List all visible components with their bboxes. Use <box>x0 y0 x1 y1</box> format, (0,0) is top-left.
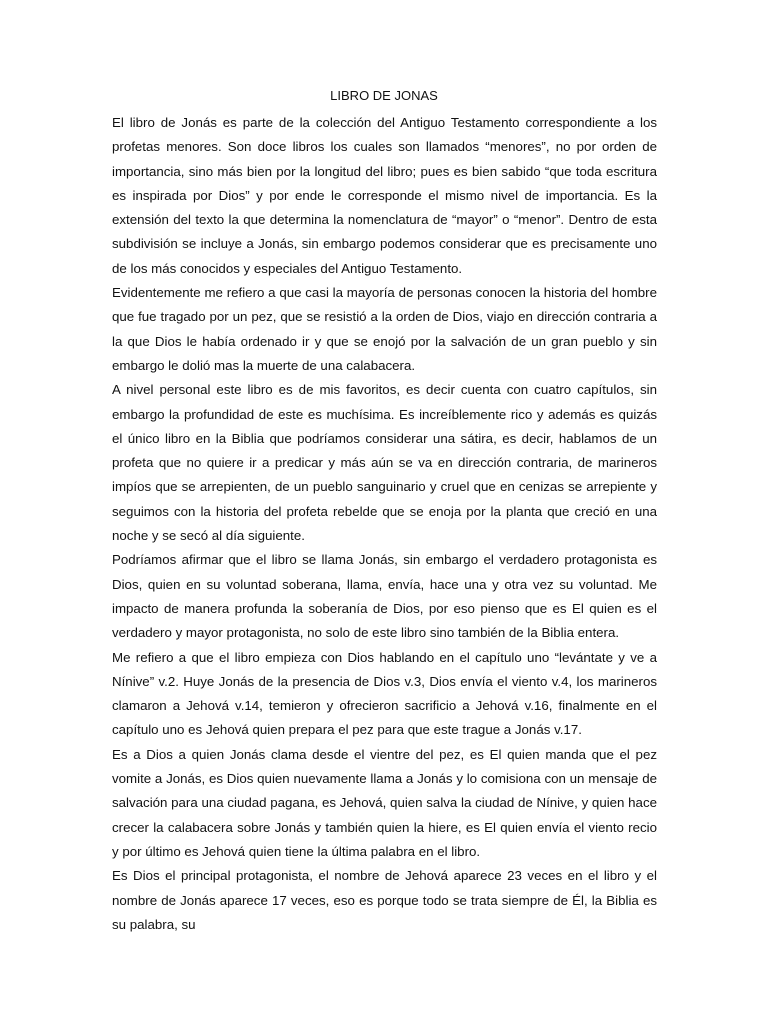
paragraph-5: Me refiero a que el libro empieza con Dios hablando en el capítulo uno “levántate y ve a Nínive” v.2. Huye Jonás de la presencia de Dios v.3, Dios envía el viento v.4, los marineros clamaron a Jehová v.14, temieron y ofrecieron sacrificio a Jehová v.16, finalmente en el capítulo uno es Jehová quien prepara el pez para que este trague a Jonás v.17. <box>112 649 657 738</box>
paragraph-2: Evidentemente me refiero a que casi la mayoría de personas conocen la historia del hombre que fue tragado por un pez, que se resistió a la orden de Dios, viajo en dirección contraria a la que Dios le había ordenado ir y que se enojó por la salvación de un gran pueblo y sin embargo le dolió mas la muerte de una calabacera. <box>112 285 657 373</box>
page-title: LIBRO DE JONAS <box>330 88 438 103</box>
paragraph-4: Podríamos afirmar que el libro se llama Jonás, sin embargo el verdadero protagonista es Dios, quien en su voluntad soberana, llama, envía, hace una y otra vez su voluntad. Me impacto de manera profunda la soberanía de Dios, por eso pienso que es El quien es el verdadero y mayor protagonista, no solo de este libro sino también de la Biblia entera. <box>112 552 657 641</box>
document-body <box>112 111 657 937</box>
paragraph-3: A nivel personal este libro es de mis favoritos, es decir cuenta con cuatro capítulos, sin embargo la profundidad de este es muchísima. Es increíblemente rico y además es quizás el único libro en la Biblia que podríamos considerar una sátira, es decir, hablamos de un profeta que no quiere ir a predicar y más aún se va en dirección contraria, de marineros impíos que se arrepienten, de un pueblo sanguinario y cruel que en cenizas se arrepiente y seguimos con la historia del profeta rebelde que se enoja por la planta que creció en una noche y se secó al día siguiente. <box>112 382 657 544</box>
paragraph-1: El libro de Jonás es parte de la colección del Antiguo Testamento correspondiente a los profetas menores. Son doce libros los cuales son llamados “menores”, no por orden de importancia, sino más bien por la longitud del libro; pues es bien sabido “que toda escritura es inspirada por Dios” y por ende le corresponde el mismo nivel de importancia. Es la extensión del texto la que determina la nomenclatura de “mayor” o “menor”. Dentro de esta subdivisión se incluye a Jonás, sin embargo podemos considerar que es precisamente uno de los más conocidos y especiales del Antiguo Testamento. <box>112 115 657 276</box>
paragraph-6: Es a Dios a quien Jonás clama desde el vientre del pez, es El quien manda que el pez vomite a Jonás, es Dios quien nuevamente llama a Jonás y lo comisiona con un mensaje de salvación para una ciudad pagana, es Jehová, quien salva la ciudad de Nínive, y quien hace crecer la calabacera sobre Jonás y también quien la hiere, es El quien envía el viento recio y por último es Jehová quien tiene la última palabra en el libro. <box>112 746 657 859</box>
paragraph-7: Es Dios el principal protagonista, el nombre de Jehová aparece 23 veces en el libro y el nombre de Jonás aparece 17 veces, eso es porque todo se trata siempre de Él, la Biblia es su palabra, su <box>112 868 657 932</box>
